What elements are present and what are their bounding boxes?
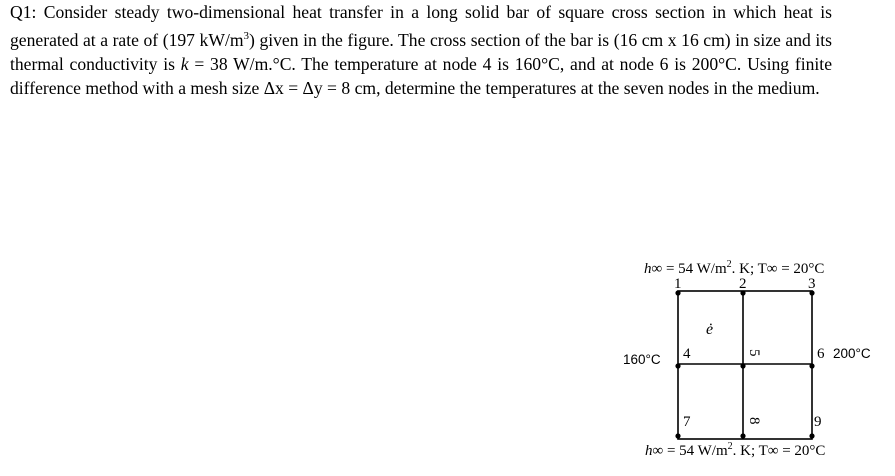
heat-generation-symbol: ė: [706, 321, 714, 338]
node-9-label: 9: [814, 414, 822, 430]
problem-text-part-2: ) given in the figure. The cross section of the bar is (16 cm x 16 cm) in size and its thermal conductivity is: [10, 29, 832, 74]
question-label: Q1:: [10, 2, 37, 22]
problem-text-part-1: Consider steady two-dimensional heat transfer in a long solid bar of square cross section in which heat is generated at a rate of (197 kW/m: [10, 2, 832, 50]
bottom-h-value: = 54 W/m: [663, 443, 728, 459]
cubic-exponent: 3: [243, 30, 250, 42]
top-h-symbol: h∞: [644, 261, 663, 277]
top-h-exponent: 2: [726, 259, 732, 270]
node-5-dot: [740, 363, 745, 368]
node-4-label: 4: [683, 346, 691, 362]
node-8-label: 8: [746, 417, 762, 425]
node-3-label: 3: [808, 276, 816, 292]
node-7-dot: [675, 433, 680, 438]
bottom-h-exponent: 2: [727, 441, 733, 452]
conductivity-symbol: k: [180, 53, 189, 74]
problem-text-part-3: = 38 W/m.°C. The temperature at node 4 is 160°C, and at node 6 is 200°C. Using finite difference method with a mesh size Δx = Δy = 8 cm, determine the temperatures at the seven nodes in the medium.: [10, 53, 833, 98]
top-convection-label: [644, 259, 824, 277]
node-8-dot: [740, 433, 745, 438]
left-boundary-temperature: 160°C: [623, 352, 661, 367]
node-5-label: 5: [746, 349, 762, 357]
node-6-label: 6: [817, 346, 825, 362]
right-boundary-temperature: 200°C: [833, 346, 871, 361]
bottom-h-symbol: h∞: [645, 443, 664, 459]
node-9-dot: [809, 433, 814, 438]
bottom-convection-label: [645, 441, 825, 459]
node-4-dot: [675, 363, 680, 368]
node-2-label: 2: [739, 276, 747, 292]
node-7-label: 7: [683, 414, 691, 430]
top-h-value: = 54 W/m: [662, 261, 727, 277]
node-6-dot: [809, 363, 814, 368]
top-ambient-temp: . K; T∞ = 20°C: [731, 261, 825, 277]
node-1-label: 1: [674, 276, 682, 292]
bottom-ambient-temp: . K; T∞ = 20°C: [732, 443, 826, 459]
